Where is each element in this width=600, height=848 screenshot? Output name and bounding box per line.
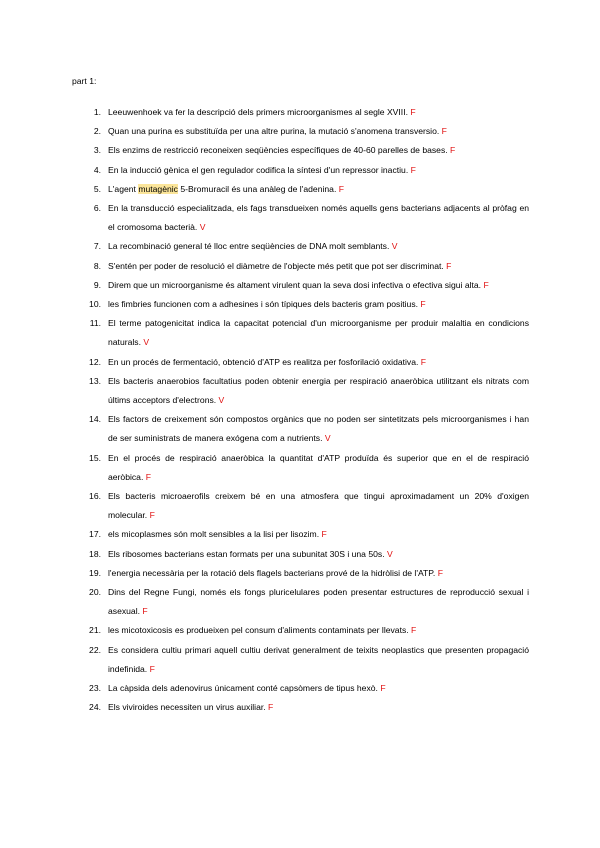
statement-text: La càpsida dels adenovirus únicament conté capsòmers de tipus hexò. bbox=[108, 683, 378, 694]
answer-mark: F bbox=[142, 606, 148, 617]
answer-mark: V bbox=[391, 241, 398, 252]
answer-mark: V bbox=[386, 548, 393, 559]
statement-text: 5-Bromuracil és una anàleg de l'adenina. bbox=[180, 183, 337, 194]
statement-text: La recombinació general té lloc entre seqüències de DNA molt semblants. bbox=[108, 241, 390, 252]
answer-mark: F bbox=[411, 625, 417, 636]
list-item bbox=[72, 199, 529, 237]
statement-text: Els viviroides necessiten un virus auxiliar. bbox=[108, 702, 266, 713]
item-statement bbox=[108, 199, 529, 237]
item-statement bbox=[108, 372, 529, 410]
statement-text: les fimbries funcionen com a adhesines i són típiques dels bacteris gram positius. bbox=[108, 299, 419, 310]
answer-mark: F bbox=[420, 356, 427, 367]
item-statement bbox=[108, 621, 529, 640]
highlighted-word: mutagènic bbox=[138, 183, 178, 194]
list-item bbox=[72, 583, 529, 621]
answer-mark: F bbox=[321, 529, 327, 540]
statement-text: Direm que un microorganisme és altament virulent quan la seva dosi infectiva o efectiva sigui alta. bbox=[108, 279, 482, 290]
list-item bbox=[72, 449, 529, 487]
answer-mark: F bbox=[441, 126, 447, 137]
item-statement bbox=[108, 353, 529, 372]
item-number: 6. bbox=[93, 203, 101, 214]
list-item bbox=[72, 276, 529, 295]
statement-text: En la inducció gènica el gen regulador codifica la síntesi d'un repressor inactiu. bbox=[108, 164, 409, 175]
statement-text: els micoplasmes són molt sensibles a la lisi per lisozim. bbox=[108, 529, 320, 540]
list-item bbox=[72, 353, 529, 372]
item-statement bbox=[108, 679, 529, 698]
answer-mark: F bbox=[380, 683, 386, 694]
answer-mark: F bbox=[450, 145, 456, 156]
item-statement bbox=[108, 410, 529, 448]
answer-mark: F bbox=[268, 702, 274, 713]
item-statement bbox=[108, 257, 529, 276]
answer-mark: F bbox=[446, 260, 452, 271]
answer-mark: F bbox=[338, 183, 344, 194]
statement-text: En un procés de fermentació, obtenció d'ATP es realitza per fosforilació oxidativa. bbox=[108, 356, 419, 367]
item-statement bbox=[108, 583, 529, 621]
statement-text: Es considera cultiu primari aquell cultiu derivat generalment de teixits neoplastics que presenten propagació indefinida. bbox=[108, 644, 529, 674]
item-statement bbox=[108, 564, 529, 583]
item-number: 17. bbox=[89, 529, 101, 540]
item-number: 1. bbox=[93, 107, 101, 117]
item-statement bbox=[108, 103, 529, 122]
answer-mark: V bbox=[199, 222, 206, 233]
item-statement bbox=[108, 545, 529, 564]
list-item bbox=[72, 698, 529, 717]
item-statement bbox=[108, 276, 529, 295]
statement-text: Leeuwenhoek va fer la descripció dels primers microorganismes al segle XVIII. bbox=[108, 107, 408, 117]
list-item bbox=[72, 372, 529, 410]
statement-text: Dins del Regne Fungi, només els fongs pluricelulares poden presentar estructures de reproducció sexual i asexual. bbox=[108, 587, 529, 617]
item-number: 19. bbox=[89, 567, 101, 578]
list-item bbox=[72, 237, 529, 256]
list-item bbox=[72, 641, 529, 679]
statement-text: Els ribosomes bacterians estan formats per una subunitat 30S i una 50s. bbox=[108, 548, 385, 559]
list-item bbox=[72, 487, 529, 525]
statement-text: Els enzims de restricció reconeixen seqüències específiques de 40-60 parelles de bases. bbox=[108, 145, 448, 156]
statement-text: Els factors de creixement són compostos orgànics que no poden ser sintetitzats pels microorganismes i han de ser suministrats de manera exógena com a nutrients. bbox=[108, 414, 529, 444]
statement-text: l'energia necessària per la rotació dels flagels bacterians prové de la hidròlisi de l'ATP. bbox=[108, 567, 436, 578]
list-item bbox=[72, 161, 529, 180]
answer-mark: V bbox=[324, 433, 331, 444]
item-statement bbox=[108, 641, 529, 679]
item-number: 10. bbox=[89, 299, 101, 310]
list-item bbox=[72, 621, 529, 640]
answer-mark: V bbox=[218, 395, 225, 406]
list-item bbox=[72, 525, 529, 544]
answer-mark: F bbox=[437, 567, 443, 578]
item-number: 12. bbox=[89, 356, 101, 367]
answer-mark: F bbox=[149, 510, 155, 521]
item-number: 24. bbox=[89, 702, 101, 713]
list-item bbox=[72, 564, 529, 583]
statement-text: El terme patogenicitat indica la capacitat potencial d'un microorganisme per produir malaltia en condicions naturals. bbox=[108, 318, 529, 348]
answer-mark: F bbox=[149, 663, 155, 674]
list-item bbox=[72, 314, 529, 352]
item-statement bbox=[108, 314, 529, 352]
list-item bbox=[72, 180, 529, 199]
item-number: 18. bbox=[89, 548, 101, 559]
item-number: 21. bbox=[89, 625, 101, 636]
list-item bbox=[72, 257, 529, 276]
item-number: 15. bbox=[89, 452, 101, 463]
answer-mark: V bbox=[143, 337, 150, 348]
item-number: 9. bbox=[93, 279, 101, 290]
item-number: 7. bbox=[93, 241, 101, 252]
item-number: 8. bbox=[93, 260, 101, 271]
statement-text: S'entén per poder de resolució el diàmetre de l'objecte més petit que pot ser discriminat. bbox=[108, 260, 444, 271]
statement-text: En la transducció especialitzada, els fags transdueixen només aquells gens bacterians adjacents al pròfag en el cromosoma bacterià. bbox=[108, 203, 529, 233]
item-number: 14. bbox=[89, 414, 101, 425]
answer-mark: F bbox=[410, 107, 416, 117]
item-statement bbox=[108, 698, 529, 717]
item-number: 4. bbox=[93, 164, 101, 175]
answer-mark: F bbox=[410, 164, 416, 175]
part-heading: part 1: bbox=[72, 76, 97, 86]
item-number: 13. bbox=[89, 375, 101, 386]
answer-mark: F bbox=[420, 299, 426, 310]
answer-mark: F bbox=[483, 279, 489, 290]
list-item bbox=[72, 545, 529, 564]
list-item bbox=[72, 295, 529, 314]
item-statement bbox=[108, 237, 529, 256]
statement-text: Els bacteris anaerobios facultatius poden obtenir energia per respiració anaeròbica utilitzant els nitrats com últims acceptors d'electrons. bbox=[108, 375, 529, 406]
item-number: 11. bbox=[89, 318, 101, 329]
statement-text: Els bacteris microaerofils creixem bé en una atmosfera que tingui aproximadament un 20% d'oxigen molecular. bbox=[108, 491, 529, 521]
list-item bbox=[72, 679, 529, 698]
question-list bbox=[72, 103, 529, 718]
list-item bbox=[72, 410, 529, 448]
item-statement bbox=[108, 141, 529, 160]
list-item bbox=[72, 141, 529, 160]
item-statement bbox=[108, 180, 529, 199]
item-number: 3. bbox=[93, 145, 101, 156]
item-statement bbox=[108, 161, 529, 180]
item-number: 2. bbox=[93, 126, 101, 137]
statement-text: En el procés de respiració anaeròbica la quantitat d'ATP produïda és superior que en el de respiració aeròbica. bbox=[108, 452, 529, 482]
item-number: 20. bbox=[89, 587, 101, 598]
item-number: 16. bbox=[89, 491, 101, 502]
item-statement bbox=[108, 295, 529, 314]
answer-mark: F bbox=[145, 471, 151, 482]
item-statement bbox=[108, 487, 529, 525]
item-number: 23. bbox=[89, 683, 101, 694]
item-statement bbox=[108, 449, 529, 487]
item-statement bbox=[108, 122, 529, 141]
list-item bbox=[72, 103, 529, 122]
statement-text: Quan una purina es substituïda per una altre purina, la mutació s'anomena transversio. bbox=[108, 126, 440, 137]
item-number: 22. bbox=[89, 644, 101, 655]
item-number: 5. bbox=[93, 183, 101, 194]
list-item bbox=[72, 122, 529, 141]
item-statement bbox=[108, 525, 529, 544]
statement-text: les micotoxicosis es produeixen pel consum d'aliments contaminats per llevats. bbox=[108, 625, 409, 636]
statement-text: L'agent bbox=[108, 183, 136, 194]
